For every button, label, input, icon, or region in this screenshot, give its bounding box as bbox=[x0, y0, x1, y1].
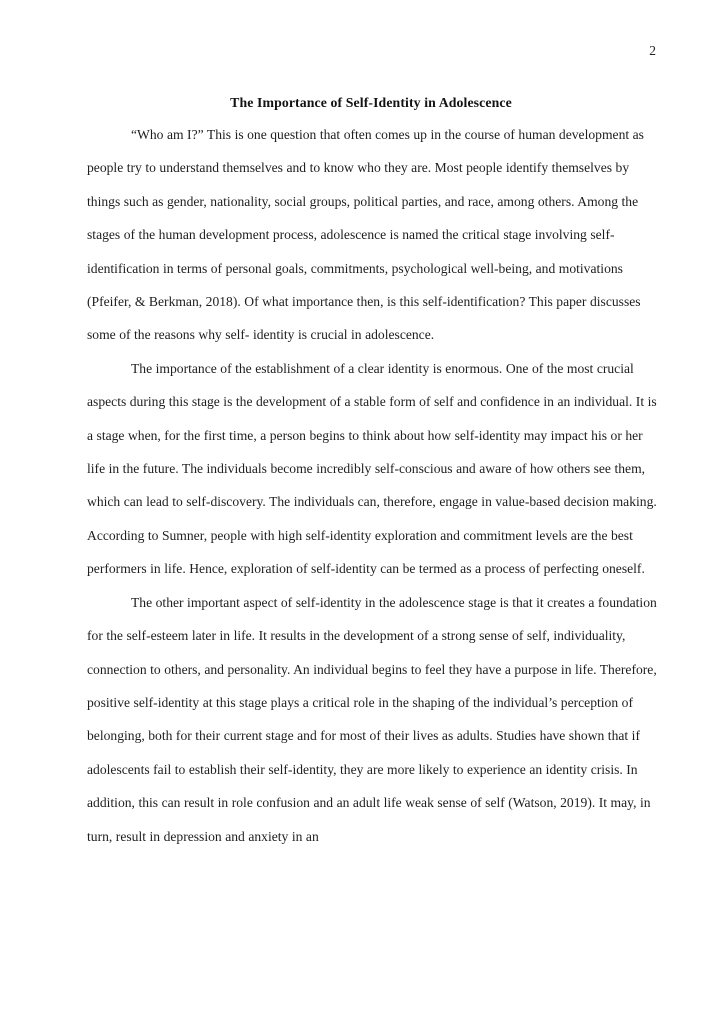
page-number: 2 bbox=[649, 43, 656, 58]
page-title: The Importance of Self-Identity in Adolescence bbox=[230, 95, 512, 111]
paragraph: The other important aspect of self-identity in the adolescence stage is that it creates a foundation for the self-esteem later in life. It results in the development of a strong sense of self, individuality, connection to others, and personality. An individual begins to feel they have a purpose in life. Therefore, positive self-identity at this stage plays a critical role in the shaping of the individual’s perception of belonging, both for their current stage and for most of their lives as adults. Studies have shown that if adolescents fail to establish their self-identity, they are more likely to experience an identity crisis. In addition, this can result in role confusion and an adult life weak sense of self (Watson, 2019). It may, in turn, result in depression and anxiety in an bbox=[87, 594, 657, 844]
paragraph: “Who am I?” This is one question that often comes up in the course of human development as people try to understand themselves and to know who they are. Most people identify themselves by things such as gender, nationality, social groups, political parties, and race, among others. Among the stages of the human development process, adolescence is named the critical stage involving self-identification in terms of personal goals, commitments, psychological well-being, and motivations (Pfeifer, & Berkman, 2018). Of what importance then, is this self-identification? This paper discusses some of the reasons why self- identity is crucial in adolescence. bbox=[87, 127, 644, 343]
document-body bbox=[87, 118, 657, 853]
paragraph: The importance of the establishment of a clear identity is enormous. One of the most crucial aspects during this stage is the development of a stable form of self and confidence in an individual. It is a stage when, for the first time, a person begins to think about how self-identity may impact his or her life in the future. The individuals become incredibly self-conscious and aware of how others see them, which can lead to self-discovery. The individuals can, therefore, engage in value-based decision making. According to Sumner, people with high self-identity exploration and commitment levels are the best performers in life. Hence, exploration of self-identity can be termed as a process of perfecting oneself. bbox=[87, 360, 657, 577]
